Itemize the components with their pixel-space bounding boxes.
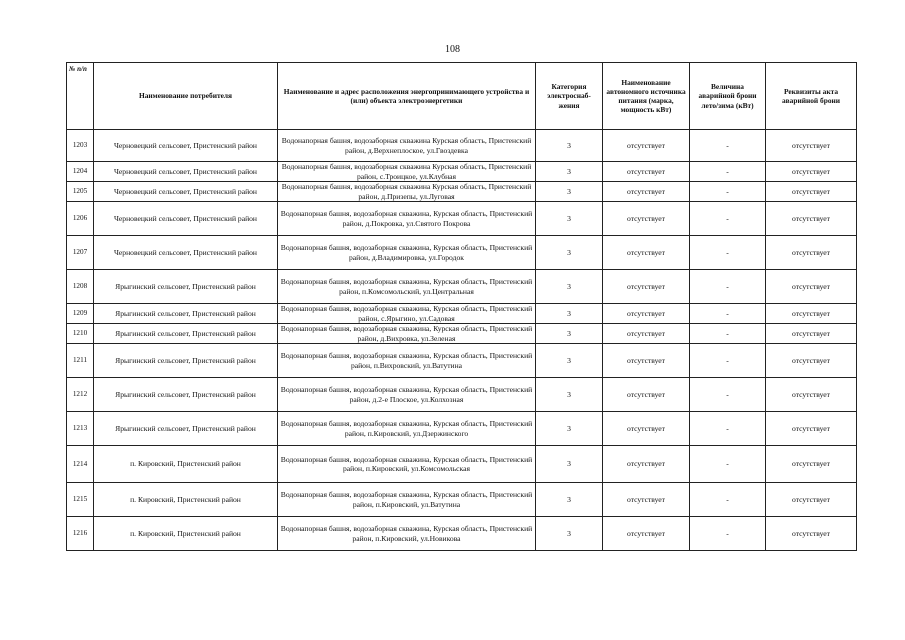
emergency-reserve: - [690, 412, 766, 446]
object-address: Водонапорная башня, водозаборная скважина, Курская область, Пристенский район, п.Кировский, ул.Дзержинского [278, 412, 536, 446]
consumer-name: Черновецкий сельсовет, Пристенский район [94, 182, 278, 202]
emergency-reserve: - [690, 304, 766, 324]
supply-category: 3 [536, 182, 603, 202]
emergency-reserve: - [690, 130, 766, 162]
table-row [67, 483, 857, 517]
reserve-act: отсутствует [766, 182, 857, 202]
page-number: 108 [445, 44, 460, 55]
emergency-reserve: - [690, 378, 766, 412]
object-address: Водонапорная башня, водозаборная скважина Курская область, Пристенский район, д.Верхнеплоское, ул.Гвоздевка [278, 130, 536, 162]
emergency-reserve: - [690, 517, 766, 551]
table-row [67, 236, 857, 270]
reserve-act: отсутствует [766, 324, 857, 344]
row-number: 1205 [67, 182, 94, 202]
object-address: Водонапорная башня, водозаборная скважина, Курская область, Пристенский район, д.Владимировка, ул.Городок [278, 236, 536, 270]
object-address: Водонапорная башня, водозаборная скважина Курская область, Пристенский район, д.Призепы, ул.Луговая [278, 182, 536, 202]
row-number: 1207 [67, 236, 94, 270]
emergency-reserve: - [690, 182, 766, 202]
autonomous-source: отсутствует [603, 412, 690, 446]
row-number: 1211 [67, 344, 94, 378]
consumer-name: п. Кировский, Пристенский район [94, 446, 278, 483]
object-address: Водонапорная башня, водозаборная скважина, Курская область, Пристенский район, с.Ярыгино, ул.Садовая [278, 304, 536, 324]
table-row [67, 324, 857, 344]
reserve-act: отсутствует [766, 517, 857, 551]
object-address: Водонапорная башня, водозаборная скважина Курская область, Пристенский район, с.Троицкое, ул.Клубная [278, 162, 536, 182]
autonomous-source: отсутствует [603, 236, 690, 270]
supply-category: 3 [536, 378, 603, 412]
row-number: 1209 [67, 304, 94, 324]
supply-category: 3 [536, 202, 603, 236]
autonomous-source: отсутствует [603, 304, 690, 324]
reserve-act: отсутствует [766, 304, 857, 324]
reserve-act: отсутствует [766, 270, 857, 304]
supply-category: 3 [536, 517, 603, 551]
row-number: 1215 [67, 483, 94, 517]
object-address: Водонапорная башня, водозаборная скважина, Курская область, Пристенский район, п.Комсомольский, ул.Центральная [278, 270, 536, 304]
consumer-name: Ярыгинский сельсовет, Пристенский район [94, 270, 278, 304]
consumer-name: Черновецкий сельсовет, Пристенский район [94, 162, 278, 182]
emergency-reserve: - [690, 344, 766, 378]
emergency-reserve: - [690, 162, 766, 182]
object-address: Водонапорная башня, водозаборная скважина, Курская область, Пристенский район, п.Вихровский, ул.Ватутина [278, 344, 536, 378]
reserve-act: отсутствует [766, 378, 857, 412]
supply-category: 3 [536, 483, 603, 517]
emergency-reserve: - [690, 270, 766, 304]
row-number: 1203 [67, 130, 94, 162]
object-address: Водонапорная башня, водозаборная скважина, Курская область, Пристенский район, д.Покровка, ул.Святого Покрова [278, 202, 536, 236]
supply-category: 3 [536, 446, 603, 483]
row-number: 1208 [67, 270, 94, 304]
header-num: № п/п [67, 63, 94, 130]
object-address: Водонапорная башня, водозаборная скважина, Курская область, Пристенский район, п.Кировский, ул.Новикова [278, 517, 536, 551]
consumer-name: Черновецкий сельсовет, Пристенский район [94, 202, 278, 236]
row-number: 1214 [67, 446, 94, 483]
supply-category: 3 [536, 236, 603, 270]
table-row [67, 446, 857, 483]
supply-category: 3 [536, 162, 603, 182]
consumer-registry-table [66, 62, 857, 551]
emergency-reserve: - [690, 446, 766, 483]
row-number: 1216 [67, 517, 94, 551]
reserve-act: отсутствует [766, 236, 857, 270]
supply-category: 3 [536, 344, 603, 378]
consumer-name: Черновецкий сельсовет, Пристенский район [94, 236, 278, 270]
autonomous-source: отсутствует [603, 517, 690, 551]
autonomous-source: отсутствует [603, 202, 690, 236]
consumer-name: Ярыгинский сельсовет, Пристенский район [94, 344, 278, 378]
emergency-reserve: - [690, 483, 766, 517]
header-category: Категория электроснаб-жения [536, 63, 603, 130]
reserve-act: отсутствует [766, 162, 857, 182]
table-row [67, 182, 857, 202]
row-number: 1213 [67, 412, 94, 446]
table-header-row [67, 63, 857, 130]
emergency-reserve: - [690, 202, 766, 236]
consumer-name: Ярыгинский сельсовет, Пристенский район [94, 412, 278, 446]
consumer-name: Ярыгинский сельсовет, Пристенский район [94, 304, 278, 324]
table-row [67, 304, 857, 324]
table-row [67, 162, 857, 182]
table-row [67, 378, 857, 412]
header-object: Наименование и адрес расположения энергопринимающего устройства и (или) объекта электроэнергетики [278, 63, 536, 130]
reserve-act: отсутствует [766, 130, 857, 162]
emergency-reserve: - [690, 324, 766, 344]
consumer-name: Черновецкий сельсовет, Пристенский район [94, 130, 278, 162]
autonomous-source: отсутствует [603, 324, 690, 344]
row-number: 1210 [67, 324, 94, 344]
object-address: Водонапорная башня, водозаборная скважина, Курская область, Пристенский район, п.Кировский, ул.Ватутина [278, 483, 536, 517]
object-address: Водонапорная башня, водозаборная скважина, Курская область, Пристенский район, п.Кировский, ул.Комсомольская [278, 446, 536, 483]
table-row [67, 202, 857, 236]
emergency-reserve: - [690, 236, 766, 270]
supply-category: 3 [536, 324, 603, 344]
reserve-act: отсутствует [766, 412, 857, 446]
autonomous-source: отсутствует [603, 446, 690, 483]
table-row [67, 412, 857, 446]
header-reserve: Величина аварийной брони лето/зима (кВт) [690, 63, 766, 130]
object-address: Водонапорная башня, водозаборная скважина, Курская область, Пристенский район, д.2-е Плоское, ул.Колхозная [278, 378, 536, 412]
object-address: Водонапорная башня, водозаборная скважина, Курская область, Пристенский район, д.Вихровка, ул.Зеленая [278, 324, 536, 344]
reserve-act: отсутствует [766, 344, 857, 378]
autonomous-source: отсутствует [603, 182, 690, 202]
table-row [67, 344, 857, 378]
autonomous-source: отсутствует [603, 270, 690, 304]
autonomous-source: отсутствует [603, 378, 690, 412]
table-row [67, 517, 857, 551]
header-source: Наименование автономного источника питания (марка, мощность кВт) [603, 63, 690, 130]
supply-category: 3 [536, 130, 603, 162]
autonomous-source: отсутствует [603, 130, 690, 162]
supply-category: 3 [536, 412, 603, 446]
autonomous-source: отсутствует [603, 162, 690, 182]
header-consumer: Наименование потребителя [94, 63, 278, 130]
consumer-name: п. Кировский, Пристенский район [94, 483, 278, 517]
reserve-act: отсутствует [766, 483, 857, 517]
table-row [67, 130, 857, 162]
consumer-name: Ярыгинский сельсовет, Пристенский район [94, 378, 278, 412]
consumer-name: п. Кировский, Пристенский район [94, 517, 278, 551]
row-number: 1212 [67, 378, 94, 412]
consumer-name: Ярыгинский сельсовет, Пристенский район [94, 324, 278, 344]
table-row [67, 270, 857, 304]
header-act: Реквизиты акта аварийной брони [766, 63, 857, 130]
supply-category: 3 [536, 304, 603, 324]
reserve-act: отсутствует [766, 446, 857, 483]
reserve-act: отсутствует [766, 202, 857, 236]
autonomous-source: отсутствует [603, 483, 690, 517]
row-number: 1206 [67, 202, 94, 236]
supply-category: 3 [536, 270, 603, 304]
autonomous-source: отсутствует [603, 344, 690, 378]
row-number: 1204 [67, 162, 94, 182]
